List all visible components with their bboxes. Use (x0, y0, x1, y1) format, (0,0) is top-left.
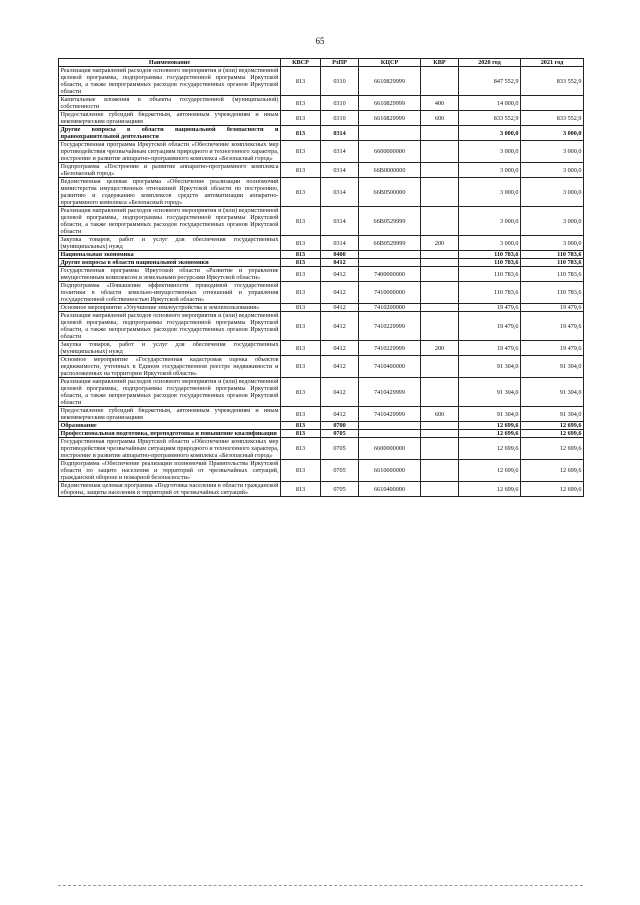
cell-rzpr: 0412 (321, 407, 359, 422)
cell-kvsr: 813 (281, 96, 321, 111)
table-row (59, 163, 584, 178)
cell-y2020: 12 699,6 (459, 430, 521, 438)
cell-kcsr: 7410229999 (359, 312, 421, 341)
table-row (59, 438, 584, 460)
cell-name: Государственная программа Иркутской области «Обеспечение комплексных мер противодействия чрезвычайным ситуациям природного и техногенного характера, построение и развитие аппаратно-программного комплекса «Безопасный город» (60, 438, 279, 459)
table-row (59, 207, 584, 236)
cell-y2021: 833 552,9 (521, 67, 584, 96)
cell-rzpr: 0412 (321, 267, 359, 282)
table-row (59, 460, 584, 482)
cell-name: Образование (59, 422, 281, 430)
cell-y2021: 19 479,6 (521, 312, 584, 341)
cell-kvsr: 813 (281, 67, 321, 96)
cell-kvsr: 813 (281, 356, 321, 378)
cell-kvr (421, 163, 459, 178)
cell-kvsr: 813 (281, 438, 321, 460)
cell-kvr (421, 430, 459, 438)
cell-y2021 (521, 96, 584, 111)
cell-kcsr: 6610400000 (359, 482, 421, 497)
cell-y2020: 110 783,6 (459, 267, 521, 282)
cell-name: Реализация направлений расходов основного мероприятия и (или) ведомственной целевой программы, подпрограммы государственной программы Иркутской области, а также непрограммных расходов государственных органов Иркутской области (60, 67, 279, 95)
cell-kcsr: 6600000000 (359, 438, 421, 460)
table-row (59, 267, 584, 282)
cell-kcsr: 6610000000 (359, 460, 421, 482)
header-name: Наименование (59, 59, 281, 67)
cell-kcsr: 6600000000 (359, 141, 421, 163)
cell-kvr: 600 (421, 111, 459, 126)
cell-kvsr: 813 (281, 482, 321, 497)
cell-kcsr (359, 259, 421, 267)
cell-kvr (421, 251, 459, 259)
table-row (59, 356, 584, 378)
cell-kcsr: 7410229999 (359, 341, 421, 356)
cell-y2020: 3 000,0 (459, 207, 521, 236)
cell-kcsr: 66В0529999 (359, 236, 421, 251)
cell-kvsr: 813 (281, 207, 321, 236)
cell-y2020: 12 699,6 (459, 438, 521, 460)
cell-kvsr: 813 (281, 251, 321, 259)
cell-rzpr: 0705 (321, 438, 359, 460)
cell-rzpr: 0412 (321, 341, 359, 356)
cell-y2021: 12 699,6 (521, 482, 584, 497)
cell-y2021: 3 000,0 (521, 178, 584, 207)
cell-name: Государственная программа Иркутской области «Развитие и управление имущественным комплексом и земельными ресурсами Иркутской области» (60, 267, 279, 281)
cell-y2021: 833 552,9 (521, 111, 584, 126)
cell-y2021: 110 783,6 (521, 259, 584, 267)
table-row (59, 422, 584, 430)
cell-rzpr: 0400 (321, 251, 359, 259)
cell-kvsr: 813 (281, 259, 321, 267)
cell-rzpr: 0700 (321, 422, 359, 430)
cell-y2021: 91 304,0 (521, 378, 584, 407)
cell-kvsr: 813 (281, 282, 321, 304)
cell-y2021: 12 699,6 (521, 430, 584, 438)
cell-kcsr: 66В0529999 (359, 207, 421, 236)
cell-kcsr: 7410400000 (359, 356, 421, 378)
cell-kvsr: 813 (281, 163, 321, 178)
cell-kvsr: 813 (281, 430, 321, 438)
cell-y2020: 12 699,6 (459, 460, 521, 482)
cell-rzpr: 0412 (321, 356, 359, 378)
cell-y2021: 3 000,0 (521, 207, 584, 236)
cell-rzpr: 0310 (321, 96, 359, 111)
table-row (59, 67, 584, 96)
cell-y2020: 19 479,6 (459, 304, 521, 312)
cell-kvsr: 813 (281, 178, 321, 207)
cell-name: Предоставление субсидий бюджетным, автономным учреждениям и иным некоммерческим организациям (60, 111, 279, 125)
cell-kvr: 200 (421, 236, 459, 251)
table-row (59, 482, 584, 497)
table-row (59, 178, 584, 207)
cell-y2021: 19 479,6 (521, 304, 584, 312)
table-row (59, 341, 584, 356)
cell-y2020: 12 699,6 (459, 482, 521, 497)
table-row (59, 141, 584, 163)
cell-kcsr (359, 430, 421, 438)
cell-kvr (421, 259, 459, 267)
cell-name: Реализация направлений расходов основного мероприятия и (или) ведомственной целевой программы, подпрограммы государственной программы Иркутской области, а также непрограммных расходов государственных органов Иркутской области (60, 207, 279, 235)
cell-name: Реализация направлений расходов основного мероприятия и (или) ведомственной целевой программы, подпрограммы государственной программы Иркутской области, а также непрограммных расходов государственных органов Иркутской области (60, 378, 279, 406)
cell-y2021: 19 479,6 (521, 341, 584, 356)
cell-kvsr: 813 (281, 236, 321, 251)
cell-kcsr: 6610829999 (359, 96, 421, 111)
cell-name: Другие вопросы в области национальной экономики (59, 259, 281, 267)
cell-kvr: 600 (421, 407, 459, 422)
cell-name: Основное мероприятие «Улучшение землеустройства и землепользования» (59, 304, 281, 312)
cell-rzpr: 0705 (321, 482, 359, 497)
cell-kvsr: 813 (281, 111, 321, 126)
cell-kcsr: 7410000000 (359, 282, 421, 304)
table-row (59, 312, 584, 341)
cell-kvsr: 813 (281, 422, 321, 430)
cell-rzpr: 0412 (321, 304, 359, 312)
cell-y2020: 12 699,6 (459, 422, 521, 430)
cell-kcsr: 6610829999 (359, 67, 421, 96)
table-row (59, 236, 584, 251)
cell-rzpr: 0705 (321, 460, 359, 482)
cell-kvsr: 813 (281, 407, 321, 422)
cell-y2021: 12 699,6 (521, 422, 584, 430)
cell-kcsr: 7400000000 (359, 267, 421, 282)
cell-kvsr: 813 (281, 267, 321, 282)
table-row (59, 378, 584, 407)
cell-name: Подпрограмма «Построение и развитие аппаратно-программного комплекса «Безопасный город» (60, 163, 279, 177)
cell-kvsr: 813 (281, 378, 321, 407)
cell-kvr (421, 438, 459, 460)
cell-name: Другие вопросы в области национальной безопасности и правоохранительной деятельности (60, 126, 279, 140)
cell-y2020: 91 304,0 (459, 407, 521, 422)
cell-name: Ведомственная целевая программа «Обеспечение реализации полномочий министерства имущественных отношений Иркутской области по построению, развитию и содержанию комплексов средств автоматизации аппаратно-программного комплекса «Безопасный город» (60, 178, 279, 206)
cell-name: Основное мероприятие «Государственная кадастровая оценка объектов недвижимости, учтенных в Едином государственном реестре недвижимости и расположенных на территории Иркутской области» (60, 356, 279, 377)
cell-rzpr: 0314 (321, 207, 359, 236)
cell-kvr (421, 141, 459, 163)
table-row (59, 430, 584, 438)
table-row (59, 304, 584, 312)
cell-kvr (421, 178, 459, 207)
cell-rzpr: 0412 (321, 312, 359, 341)
table-row (59, 259, 584, 267)
cell-y2021: 110 783,6 (521, 267, 584, 282)
table-row (59, 111, 584, 126)
table-row (59, 407, 584, 422)
cell-rzpr: 0314 (321, 236, 359, 251)
cell-y2020: 19 479,6 (459, 312, 521, 341)
cell-y2021: 3 000,0 (521, 141, 584, 163)
cell-rzpr: 0314 (321, 141, 359, 163)
cell-rzpr: 0705 (321, 430, 359, 438)
cell-kvsr: 813 (281, 312, 321, 341)
cell-kvr: 200 (421, 341, 459, 356)
cell-kvr (421, 482, 459, 497)
cell-y2021: 3 000,0 (521, 236, 584, 251)
cell-y2020: 110 783,6 (459, 251, 521, 259)
cell-y2020: 3 000,0 (459, 126, 521, 141)
cell-y2020: 3 000,0 (459, 178, 521, 207)
cell-y2020: 3 000,0 (459, 236, 521, 251)
cell-kvsr: 813 (281, 141, 321, 163)
cell-rzpr: 0310 (321, 67, 359, 96)
cell-kvr (421, 67, 459, 96)
cell-name: Закупка товаров, работ и услуг для обеспечения государственных (муниципальных) нужд (60, 236, 279, 250)
cell-y2020: 110 783,6 (459, 282, 521, 304)
cell-y2021: 12 699,6 (521, 438, 584, 460)
cell-kcsr: 7410429999 (359, 407, 421, 422)
cell-kcsr: 7410200000 (359, 304, 421, 312)
cell-name: Реализация направлений расходов основного мероприятия и (или) ведомственной целевой программы, подпрограммы государственной программы Иркутской области, а также непрограммных расходов государственных органов Иркутской области (60, 312, 279, 340)
cell-kcsr (359, 422, 421, 430)
cell-y2021: 110 783,6 (521, 282, 584, 304)
cell-y2020: 847 552,9 (459, 67, 521, 96)
cell-y2021: 110 783,6 (521, 251, 584, 259)
cell-y2021: 12 699,6 (521, 460, 584, 482)
cell-rzpr: 0412 (321, 378, 359, 407)
cell-kvr (421, 267, 459, 282)
cell-y2020: 3 000,0 (459, 163, 521, 178)
cell-name: Профессиональная подготовка, переподготовка и повышение квалификации (59, 430, 281, 438)
cell-name: Национальная экономика (59, 251, 281, 259)
cell-kvr (421, 126, 459, 141)
budget-table (58, 58, 584, 497)
cell-kvr (421, 304, 459, 312)
cell-kcsr: 66В0500000 (359, 178, 421, 207)
table-row (59, 126, 584, 141)
cell-name: Ведомственная целевая программа «Подготовка населения в области гражданской обороны, защиты населения и территорий от чрезвычайных ситуаций» (60, 482, 279, 496)
cell-y2021: 3 000,0 (521, 163, 584, 178)
table-row (59, 96, 584, 111)
cell-name: Государственная программа Иркутской области «Обеспечение комплексных мер противодействия чрезвычайным ситуациям природного и техногенного характера, построение и развитие аппаратно-программного комплекса «Безопасный город» (60, 141, 279, 162)
table-row (59, 251, 584, 259)
cell-rzpr: 0310 (321, 111, 359, 126)
cell-kvr (421, 422, 459, 430)
cell-kvr: 400 (421, 96, 459, 111)
cell-y2020: 833 552,9 (459, 111, 521, 126)
cell-rzpr: 0314 (321, 126, 359, 141)
cell-kvr (421, 282, 459, 304)
cell-kcsr (359, 126, 421, 141)
cell-kcsr (359, 251, 421, 259)
header-rzpr: РзПР (321, 59, 359, 67)
header-kvr: КВР (421, 59, 459, 67)
cell-kvsr: 813 (281, 341, 321, 356)
table-row (59, 282, 584, 304)
cell-y2021: 91 304,0 (521, 407, 584, 422)
cell-kvr (421, 460, 459, 482)
cell-kcsr: 6610829999 (359, 111, 421, 126)
table-body (59, 67, 584, 497)
cell-kcsr: 66В0000000 (359, 163, 421, 178)
cell-kvr (421, 378, 459, 407)
cell-rzpr: 0314 (321, 163, 359, 178)
cell-y2020: 91 304,0 (459, 378, 521, 407)
cell-y2020: 3 000,0 (459, 141, 521, 163)
header-kcsr: КЦСР (359, 59, 421, 67)
cell-name: Подпрограмма «Обеспечение реализации полномочий Правительства Иркутской области по защите населения и территорий от чрезвычайных ситуаций, гражданской обороне и пожарной безопасности» (60, 460, 279, 481)
table-header-row (59, 59, 584, 67)
header-kvsr: КВСР (281, 59, 321, 67)
cell-kvsr: 813 (281, 126, 321, 141)
cell-name: Капитальные вложения в объекты государственной (муниципальной) собственности (60, 96, 279, 110)
header-2021: 2021 год (521, 59, 584, 67)
cell-y2021: 3 000,0 (521, 126, 584, 141)
cell-kvsr: 813 (281, 460, 321, 482)
cell-name: Предоставление субсидий бюджетным, автономным учреждениям и иным некоммерческим организациям (60, 407, 279, 421)
cell-y2020: 91 304,0 (459, 356, 521, 378)
cell-kcsr: 7410429999 (359, 378, 421, 407)
page-bottom-edge (58, 885, 583, 886)
header-2020: 2020 год (459, 59, 521, 67)
cell-y2020: 19 479,6 (459, 341, 521, 356)
cell-y2020: 14 000,0 (459, 96, 521, 111)
cell-kvr (421, 207, 459, 236)
cell-y2021: 91 304,0 (521, 356, 584, 378)
page-number: 65 (315, 36, 325, 46)
cell-kvr (421, 356, 459, 378)
cell-kvsr: 813 (281, 304, 321, 312)
cell-y2020: 110 783,6 (459, 259, 521, 267)
cell-rzpr: 0412 (321, 259, 359, 267)
cell-name: Закупка товаров, работ и услуг для обеспечения государственных (муниципальных) нужд (60, 341, 279, 355)
cell-kvr (421, 312, 459, 341)
cell-rzpr: 0412 (321, 282, 359, 304)
cell-rzpr: 0314 (321, 178, 359, 207)
cell-name: Подпрограмма «Повышение эффективности проводимой государственной политики в области земельно-имущественных отношений и управления государственной собственностью Иркутской области» (60, 282, 279, 303)
